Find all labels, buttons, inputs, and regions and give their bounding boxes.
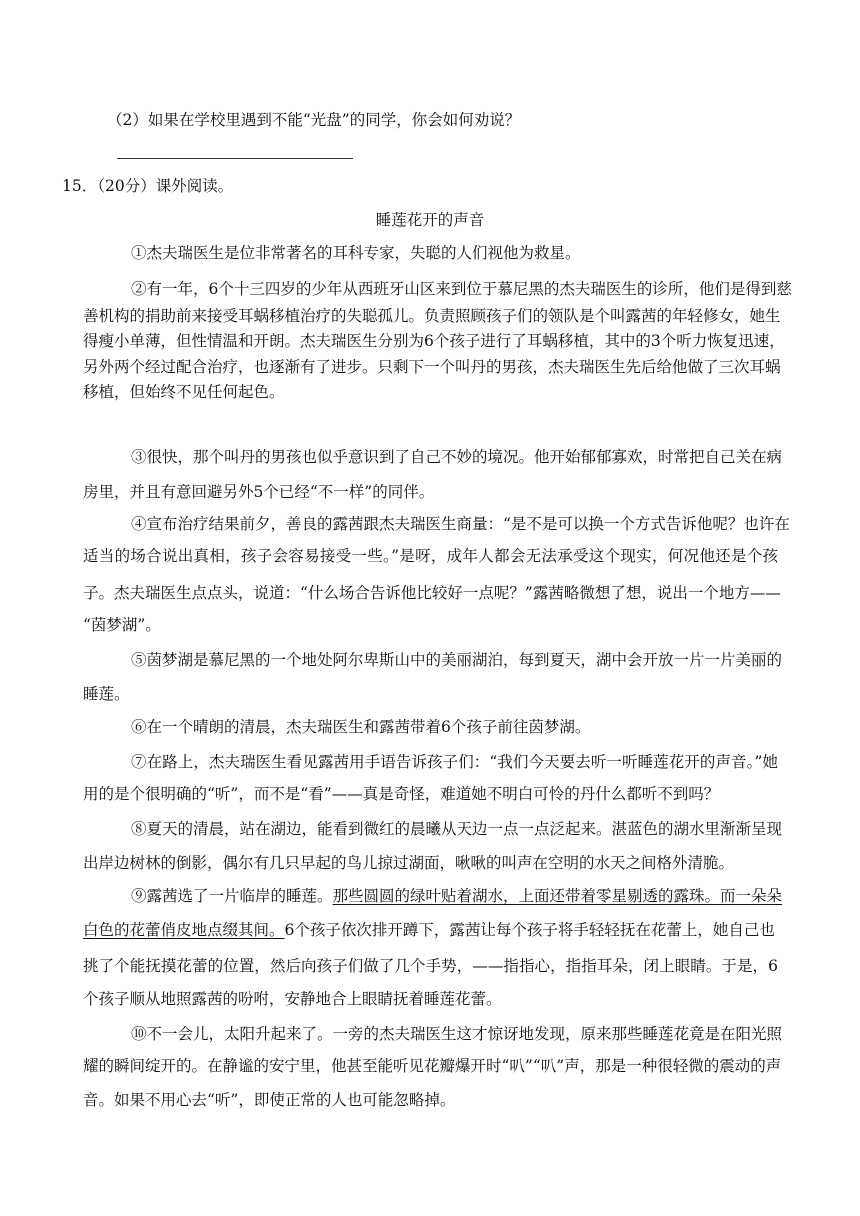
paragraph-4-line-2: 适当的场合说出真相，孩子会容易接受一些。”是呀，成年人都会无法承受这个现实，何况他还是个孩 bbox=[83, 547, 778, 565]
paragraph-9-line-3: 挑了个能抚摸花蕾的位置，然后向孩子们做了几个手势，——指指心，指指耳朵，闭上眼睛。于是，6 bbox=[83, 957, 778, 975]
paragraph-6: ⑥在一个晴朗的清晨，杰夫瑞医生和露茜带着6个孩子前往茵梦湖。 bbox=[131, 718, 591, 736]
paragraph-10-line-1: ⑩不一会儿，太阳升起来了。一旁的杰夫瑞医生这才惊讶地发现，原来那些睡莲花竟是在阳光照 bbox=[131, 1025, 783, 1043]
underlined-sentence-end: 白色的花蕾俏皮地点缀其间。 bbox=[83, 921, 285, 939]
paragraph-2-line-4: 另外两个经过配合治疗，也逐渐有了进步。只剩下一个叫丹的男孩，杰夫瑞医生先后给他做了三次耳蜗 bbox=[83, 358, 781, 376]
paragraph-2-line-5: 移植，但始终不见任何起色。 bbox=[83, 383, 285, 401]
paragraph-9-plain-text-2: 6个孩子依次排开蹲下，露茜让每个孩子将手轻轻抚在花蕾上，她自己也 bbox=[284, 921, 775, 939]
paragraph-5-line-1: ⑤茵梦湖是慕尼黑的一个地处阿尔卑斯山中的美丽湖泊，每到夏天，湖中会开放一片一片美丽的 bbox=[131, 651, 783, 669]
answer-blank-line[interactable] bbox=[117, 158, 353, 159]
paragraph-3-line-2: 房里，并且有意回避另外5个已经“不一样”的同伴。 bbox=[83, 483, 435, 501]
paragraph-7-line-1: ⑦在路上，杰夫瑞医生看见露茜用手语告诉孩子们：“我们今天要去听一听睡莲花开的声音。”她 bbox=[131, 753, 778, 771]
paragraph-5-line-2: 睡莲。 bbox=[83, 685, 130, 703]
paragraph-10-line-3: 音。如果不用心去“听”，即使正常的人也可能忽略掉。 bbox=[83, 1091, 456, 1109]
paragraph-9-line-2 bbox=[83, 920, 775, 940]
underlined-sentence: 那些圆圆的绿叶贴着湖水，上面还带着零星剔透的露珠。而一朵朵 bbox=[332, 887, 783, 905]
paragraph-9-plain-text: ⑨露茜选了一片临岸的睡莲。 bbox=[131, 887, 333, 905]
paragraph-4-line-4: “茵梦湖”。 bbox=[83, 616, 161, 634]
paragraph-2-line-2: 善机构的捐助前来接受耳蜗移植治疗的失聪孤儿。负责照顾孩子们的领队是个叫露茜的年轻修女，她生 bbox=[83, 307, 781, 325]
paragraph-8-line-2: 出岸边树林的倒影，偶尔有几只早起的鸟儿掠过湖面，啾啾的叫声在空明的水天之间格外清脆。 bbox=[83, 854, 735, 872]
paragraph-3-line-1: ③很快，那个叫丹的男孩也似乎意识到了自己不妙的境况。他开始郁郁寡欢，时常把自己关在病 bbox=[131, 448, 783, 466]
paragraph-1: ①杰夫瑞医生是位非常著名的耳科专家，失聪的人们视他为救星。 bbox=[131, 244, 581, 262]
question-14-sub2: （2）如果在学校里遇到不能“光盘”的同学，你会如何劝说？ bbox=[107, 111, 521, 129]
article-title: 睡莲花开的声音 bbox=[375, 211, 485, 229]
question-15-header: 15．（20分）课外阅读。 bbox=[62, 177, 234, 195]
paragraph-9-line-1 bbox=[131, 886, 782, 906]
paragraph-2-line-3: 得瘦小单薄，但性情温和开朗。杰夫瑞医生分别为6个孩子进行了耳蜗移植，其中的3个听力恢复迅速， bbox=[83, 332, 785, 350]
paragraph-2-line-1: ②有一年，6个十三四岁的少年从西班牙山区来到位于慕尼黑的杰夫瑞医生的诊所，他们是得到慈 bbox=[131, 280, 792, 298]
paragraph-4-line-1: ④宣布治疗结果前夕，善良的露茜跟杰夫瑞医生商量：“是不是可以换一个方式告诉他呢？也许在 bbox=[131, 515, 790, 533]
paragraph-7-line-2: 用的是个很明确的“听”，而不是“看”——真是奇怪，难道她不明白可怜的丹什么都听不到吗？ bbox=[83, 785, 720, 803]
paragraph-9-line-4: 个孩子顺从地照露茜的吩咐，安静地合上眼睛抚着睡莲花蕾。 bbox=[83, 990, 502, 1008]
paragraph-10-line-2: 耀的瞬间绽开的。在静谧的安宁里，他甚至能听见花瓣爆开时“叭”“叭”声，那是一种很轻微的震动的声 bbox=[83, 1057, 782, 1075]
paragraph-4-line-3: 子。杰夫瑞医生点点头，说道：“什么场合告诉他比较好一点呢？”露茜略微想了想，说出一个地方—— bbox=[83, 584, 781, 602]
paragraph-8-line-1: ⑧夏天的清晨，站在湖边，能看到微红的晨曦从天边一点一点泛起来。湛蓝色的湖水里渐渐呈现 bbox=[131, 820, 783, 838]
